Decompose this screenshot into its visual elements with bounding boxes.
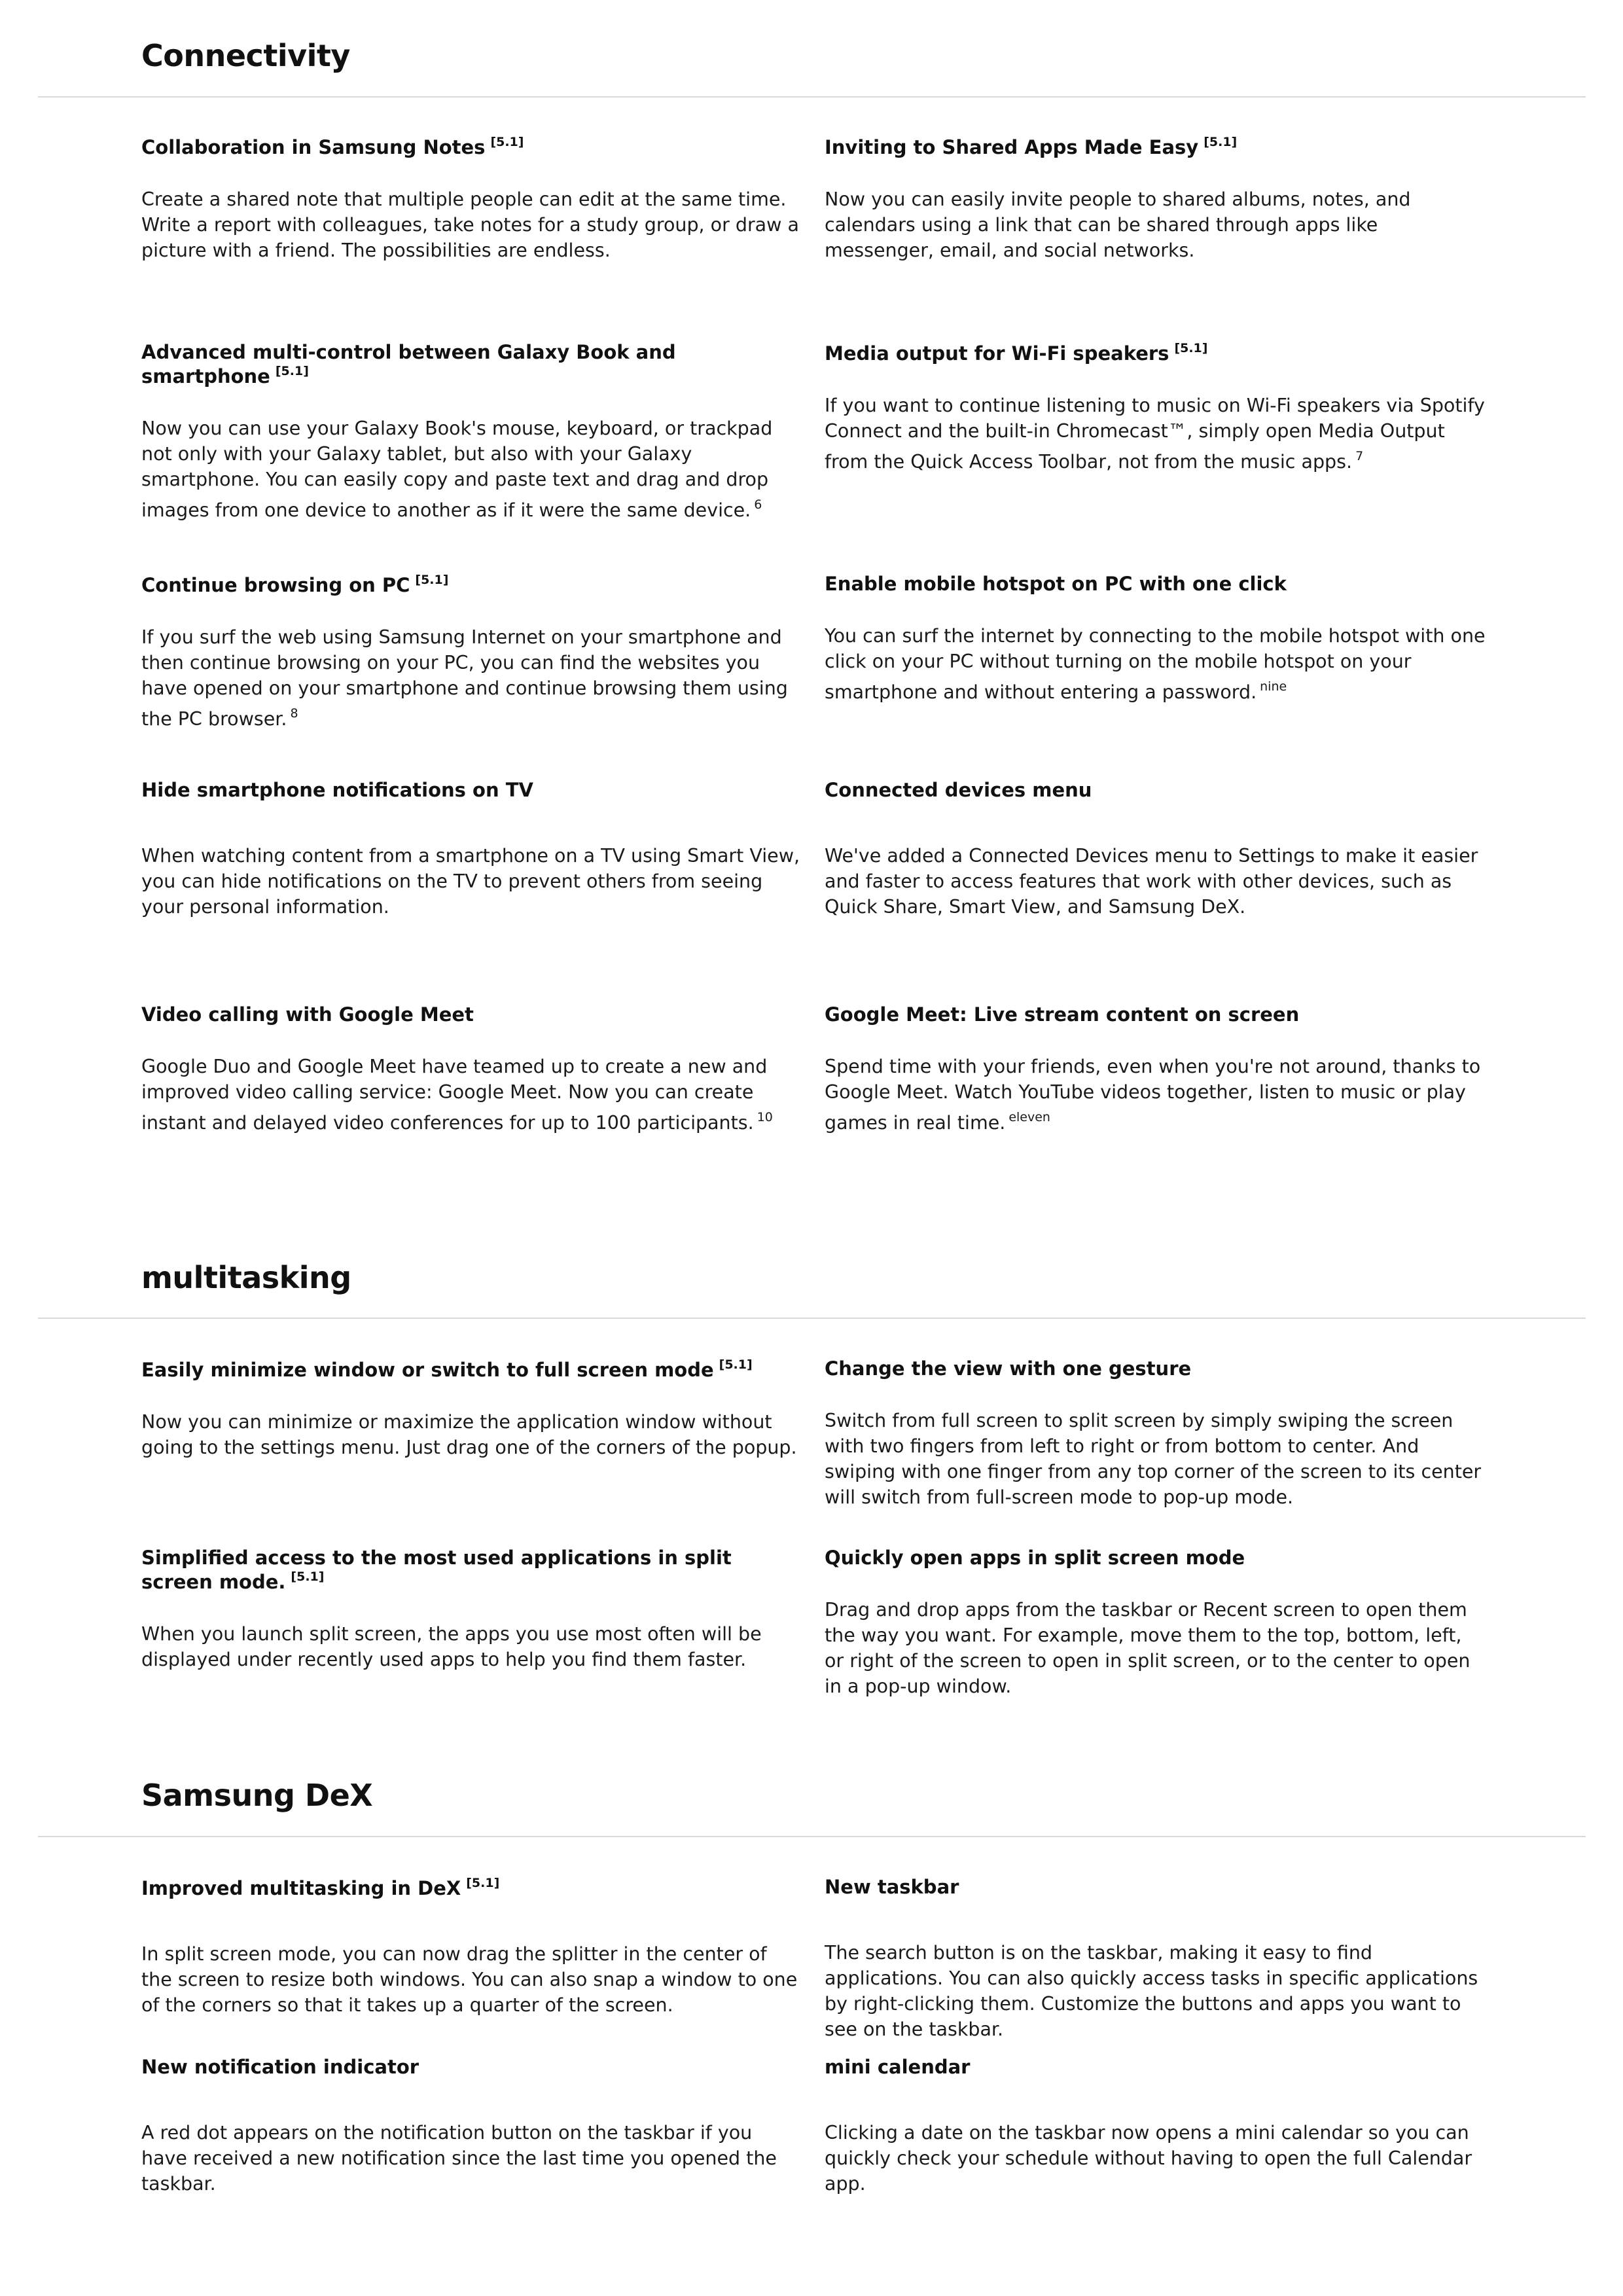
feature-title: Media output for Wi-Fi speakers [5.1] — [825, 341, 1208, 365]
feature-title: Continue browsing on PC [5.1] — [141, 573, 449, 596]
feature-title: Connected devices menu — [825, 779, 1092, 801]
feature-title: Collaboration in Samsung Notes [5.1] — [141, 135, 524, 158]
feature-description: Switch from full screen to split screen by simply swiping the screen with two fingers from left to right or from bottom to center. And swiping with one finger from any top corner of the screen to its center will switch from full-screen mode to pop-up mode. — [825, 1409, 1482, 1508]
feature-title: Quickly open apps in split screen mode — [825, 1547, 1245, 1569]
feature-description: When watching content from a smartphone on a TV using Smart View, you can hide notifications on the TV to prevent others from seeing your personal information. — [141, 844, 800, 918]
feature-title: Change the view with one gesture — [825, 1357, 1192, 1380]
feature-title: Video calling with Google Meet — [141, 1003, 474, 1026]
version-tag: [5.1] — [275, 363, 309, 378]
feature-description: Now you can minimize or maximize the application window without going to the settings menu. Just drag one of the corners of the popup. — [141, 1410, 797, 1458]
feature-item — [825, 341, 1486, 475]
feature-description: Google Duo and Google Meet have teamed up to create a new and improved video calling service: Google Meet. Now you can create instant and delayed video conferences for up to 100 participants. $^{10}$ — [141, 1055, 773, 1134]
footnote-ref: eleven — [1008, 1109, 1050, 1124]
footnote-ref: 8 — [290, 706, 298, 721]
feature-item — [141, 1876, 802, 2018]
feature-description: We've added a Connected Devices menu to Settings to make it easier and faster to access features that work with other devices, such as Quick Share, Smart View, and Samsung DeX. — [825, 844, 1478, 918]
feature-description: In split screen mode, you can now drag the splitter in the center of the screen to resize both windows. You can also snap a window to one of the corners so that it takes up a quarter of the screen. — [141, 1943, 798, 2016]
feature-title: Improved multitasking in DeX [5.1] — [141, 1876, 500, 1899]
version-tag: [5.1] — [291, 1569, 325, 1584]
feature-title: Easily minimize window or switch to full screen mode [5.1] — [141, 1357, 753, 1381]
version-tag: [5.1] — [1174, 341, 1208, 355]
feature-description: Now you can easily invite people to shared albums, notes, and calendars using a link that can be shared through apps like messenger, email, and social networks. — [825, 188, 1411, 261]
feature-item — [825, 2056, 1486, 2197]
feature-description: You can surf the internet by connecting to the mobile hotspot with one click on your PC without turning on the mobile hotspot on your smartphone and without entering a password. $^{nine}$ — [825, 624, 1486, 703]
feature-description: Now you can use your Galaxy Book's mouse, keyboard, or trackpad not only with your Galaxy tablet, but also with your Galaxy smartphone. You can easily copy and paste text and drag and drop images from one device to another as if it were the same device. $^6$ — [141, 417, 773, 521]
feature-description: If you surf the web using Samsung Internet on your smartphone and then continue browsing on your PC, you can find the websites you have opened on your smartphone and continue browsing them using the PC browser. $^8$ — [141, 626, 788, 730]
feature-title: mini calendar — [825, 2056, 971, 2078]
feature-title: New taskbar — [825, 1876, 959, 1898]
section-divider — [38, 1836, 1586, 1837]
feature-description: A red dot appears on the notification button on the taskbar if you have received a new notification since the last time you opened the taskbar. — [141, 2121, 777, 2195]
feature-item — [825, 1357, 1486, 1510]
version-tag: [5.1] — [490, 135, 524, 149]
feature-item — [825, 1547, 1486, 1699]
footnote-ref: 7 — [1355, 448, 1364, 463]
section-divider — [38, 96, 1586, 98]
feature-title: Enable mobile hotspot on PC with one click — [825, 573, 1287, 595]
version-tag: [5.1] — [1204, 135, 1238, 149]
feature-description: Drag and drop apps from the taskbar or Recent screen to open them the way you want. For example, move them to the top, bottom, left, or right of the screen to open in split screen, or to the center to open in a pop-up window. — [825, 1598, 1471, 1697]
feature-item — [825, 135, 1486, 263]
feature-title: Hide smartphone notifications on TV — [141, 779, 533, 801]
feature-item — [141, 135, 802, 263]
section-divider — [38, 1318, 1586, 1319]
footnote-ref: 6 — [754, 497, 762, 512]
section-title: Connectivity — [141, 38, 350, 73]
feature-item — [141, 341, 802, 523]
feature-item — [825, 1876, 1486, 2042]
feature-item — [141, 779, 802, 920]
footnote-ref: 10 — [757, 1109, 773, 1124]
feature-description: When you launch split screen, the apps you use most often will be displayed under recently used apps to help you find them faster. — [141, 1623, 762, 1670]
feature-title: Simplified access to the most used applications in split screen mode. [5.1] — [141, 1547, 732, 1593]
footnote-ref: nine — [1260, 679, 1287, 694]
feature-item — [825, 1003, 1486, 1136]
feature-item — [825, 779, 1486, 920]
feature-description: Create a shared note that multiple people can edit at the same time. Write a report with colleagues, take notes for a study group, or draw a picture with a friend. The possibilities are endless. — [141, 188, 799, 261]
version-tag: [5.1] — [466, 1876, 500, 1890]
feature-description: Spend time with your friends, even when you're not around, thanks to Google Meet. Watch YouTube videos together, listen to music or play games in real time. $^{eleven}$ — [825, 1055, 1481, 1134]
feature-description: Clicking a date on the taskbar now opens a mini calendar so you can quickly check your schedule without having to open the full Calendar app. — [825, 2121, 1472, 2195]
feature-item — [141, 1357, 802, 1460]
feature-description: If you want to continue listening to music on Wi-Fi speakers via Spotify Connect and the built-in Chromecast™, simply open Media Output from the Quick Access Toolbar, not from the music apps. $^7$ — [825, 394, 1485, 473]
feature-item — [141, 1003, 802, 1136]
feature-title: Advanced multi-control between Galaxy Book and smartphone [5.1] — [141, 341, 676, 387]
feature-item — [825, 573, 1486, 705]
section-title: Samsung DeX — [141, 1778, 373, 1813]
feature-title: Inviting to Shared Apps Made Easy [5.1] — [825, 135, 1238, 158]
version-tag: [5.1] — [415, 573, 449, 587]
feature-item — [141, 2056, 802, 2197]
version-tag: [5.1] — [719, 1357, 753, 1372]
feature-item — [141, 573, 802, 732]
feature-description: The search button is on the taskbar, making it easy to find applications. You can also quickly access tasks in specific applications by right-clicking them. Customize the buttons and apps you want to see on the taskbar. — [825, 1941, 1478, 2040]
feature-title: Google Meet: Live stream content on screen — [825, 1003, 1300, 1026]
section-title: multitasking — [141, 1260, 351, 1295]
feature-item — [141, 1547, 802, 1672]
feature-title: New notification indicator — [141, 2056, 419, 2078]
